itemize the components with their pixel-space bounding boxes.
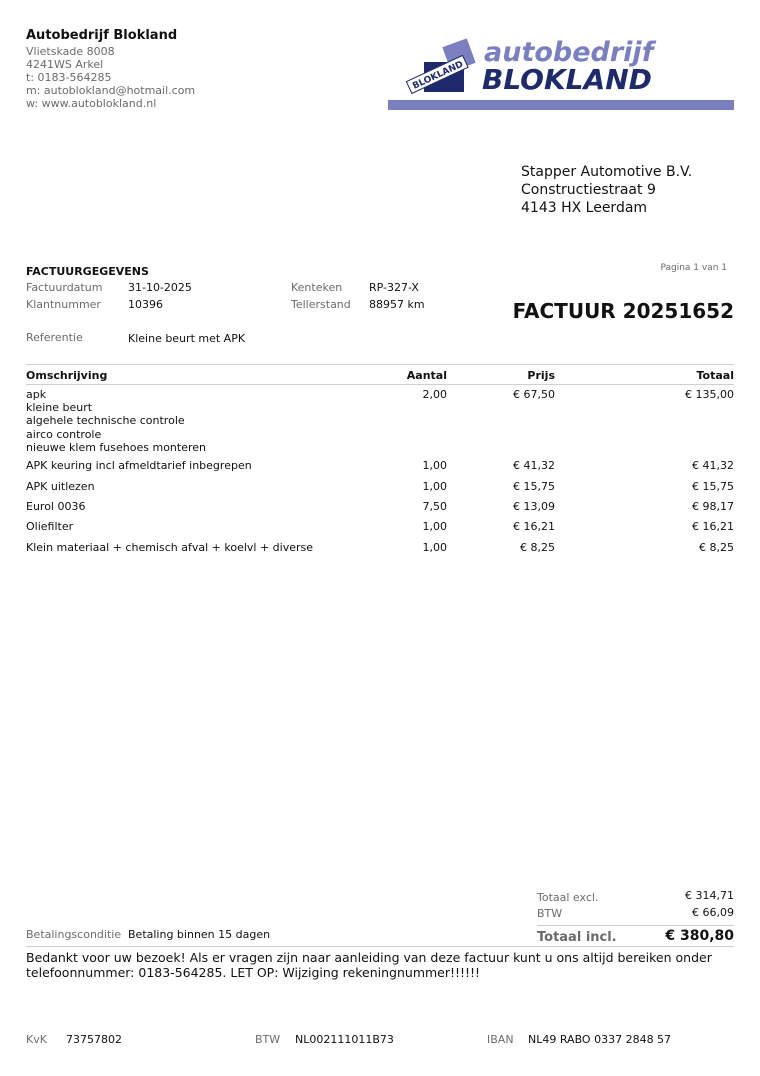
customer-number-label: Klantnummer	[26, 298, 101, 311]
invoice-title: FACTUUR 20251652	[512, 299, 734, 323]
recipient-city: 4143 HX Leerdam	[521, 200, 648, 216]
line-total: € 15,75	[692, 480, 734, 493]
line-total: € 8,25	[699, 541, 734, 554]
recipient-street: Constructiestraat 9	[521, 182, 656, 198]
line-quantity: 1,00	[422, 480, 447, 493]
vat-label: BTW	[537, 907, 563, 920]
line-price: € 15,75	[513, 480, 555, 493]
recipient-address	[521, 163, 692, 217]
line-quantity: 1,00	[422, 520, 447, 533]
line-total: € 16,21	[692, 520, 734, 533]
totals-divider	[537, 925, 734, 926]
col-header-total: Totaal	[696, 369, 734, 382]
line-price: € 8,25	[520, 541, 555, 554]
company-street: Vlietskade 8008	[26, 45, 115, 58]
total-incl-label: Totaal incl.	[537, 930, 617, 945]
line-description	[26, 480, 356, 493]
line-price: € 67,50	[513, 388, 555, 401]
company-logo	[388, 36, 734, 112]
col-header-price: Prijs	[527, 369, 555, 382]
line-description	[26, 459, 356, 472]
payment-divider	[26, 946, 734, 947]
line-description-text: airco controle	[26, 427, 102, 441]
line-description	[26, 388, 356, 454]
table-top-divider	[26, 364, 734, 365]
payment-condition-value: Betaling binnen 15 dagen	[128, 928, 271, 941]
company-postal: 4241WS Arkel	[26, 58, 104, 71]
company-name: Autobedrijf Blokland	[26, 28, 178, 43]
recipient-name: Stapper Automotive B.V.	[521, 164, 693, 180]
btw-value: NL002111011B73	[295, 1033, 394, 1046]
line-description-text: apk	[26, 388, 47, 401]
line-description-text: Oliefilter	[26, 520, 74, 533]
line-description-text: APK uitlezen	[26, 480, 95, 493]
total-incl-value: € 380,80	[665, 928, 734, 944]
total-excl-value: € 314,71	[685, 889, 734, 902]
kvk-value: 73757802	[66, 1033, 122, 1046]
invoice-section-title: FACTUURGEGEVENS	[26, 265, 149, 278]
odometer-value: 88957 km	[369, 298, 425, 311]
line-description	[26, 500, 356, 513]
plate-label: Kenteken	[291, 281, 343, 294]
iban-value: NL49 RABO 0337 2848 57	[528, 1033, 672, 1046]
invoice-date-label: Factuurdatum	[26, 281, 103, 294]
col-header-quantity: Aantal	[406, 369, 447, 382]
logo-line1: autobedrijf	[484, 37, 654, 68]
odometer-label: Tellerstand	[291, 298, 351, 311]
page-number: Pagina 1 van 1	[660, 263, 727, 273]
total-excl-label: Totaal excl.	[537, 891, 599, 904]
table-header-divider	[26, 384, 734, 385]
line-quantity: 1,00	[422, 459, 447, 472]
line-description-text: kleine beurt	[26, 401, 93, 415]
logo-line2: BLOKLAND	[482, 63, 652, 96]
line-price: € 41,32	[513, 459, 555, 472]
line-description-text: Eurol 0036	[26, 500, 86, 513]
line-description-text: APK keuring incl afmeldtarief inbegrepen	[26, 459, 252, 472]
invoice-date: 31-10-2025	[128, 281, 192, 294]
payment-condition-label: Betalingsconditie	[26, 928, 122, 941]
logo-graphic	[388, 36, 734, 112]
reference-label: Referentie	[26, 331, 83, 344]
kvk-label: KvK	[26, 1033, 47, 1046]
btw-label: BTW	[255, 1033, 281, 1046]
line-total: € 41,32	[692, 459, 734, 472]
col-header-description: Omschrijving	[26, 369, 108, 382]
line-price: € 16,21	[513, 520, 555, 533]
logo-bar	[388, 100, 734, 110]
company-phone: t: 0183-564285	[26, 71, 112, 84]
logo-badge-text: BLOKLAND	[411, 59, 465, 92]
line-description	[26, 520, 356, 533]
line-price: € 13,09	[513, 500, 555, 513]
line-total: € 98,17	[692, 500, 734, 513]
line-description-text: nieuwe klem fusehoes monteren	[26, 440, 206, 454]
reference-value: Kleine beurt met APK	[128, 332, 246, 345]
vat-value: € 66,09	[692, 906, 734, 919]
line-quantity: 7,50	[422, 500, 447, 513]
plate-value: RP-327-X	[369, 281, 419, 294]
line-quantity: 1,00	[422, 541, 447, 554]
company-email: m: autoblokland@hotmail.com	[26, 84, 196, 97]
company-web: w: www.autoblokland.nl	[26, 97, 157, 110]
customer-number: 10396	[128, 298, 163, 311]
company-info	[26, 28, 195, 110]
line-description	[26, 541, 356, 554]
line-total: € 135,00	[685, 388, 734, 401]
iban-label: IBAN	[487, 1033, 514, 1046]
line-description-text: algehele technische controle	[26, 414, 185, 428]
line-description-text: Klein materiaal + chemisch afval + koelvl + diverse	[26, 541, 314, 554]
thank-you-note: Bedankt voor uw bezoek! Als er vragen zijn naar aanleiding van deze factuur kunt u ons altijd bereiken onder telefoonnummer: 0183-564285. LET OP: Wijziging rekeningnummer!!!!!!	[26, 950, 712, 980]
line-quantity: 2,00	[422, 388, 447, 401]
